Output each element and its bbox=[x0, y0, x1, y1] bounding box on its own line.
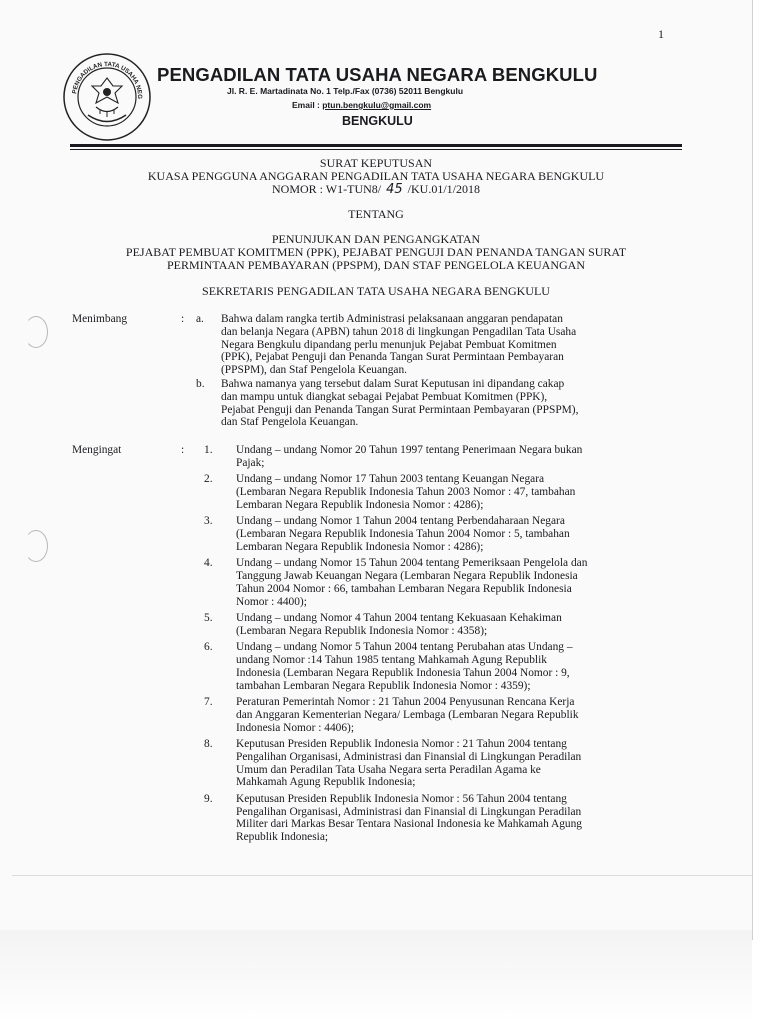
doc-number-handwritten: 45 bbox=[386, 182, 403, 197]
list-item-line: Undang – undang Nomor 4 Tahun 2004 tentang Kekuasaan Kehakiman bbox=[236, 612, 562, 624]
mengingat-colon: : bbox=[181, 444, 185, 456]
list-item-line: (PPSPM), dan Staf Pengelola Keuangan. bbox=[221, 364, 408, 377]
list-item-marker: 1. bbox=[204, 444, 213, 456]
list-item-marker: 5. bbox=[204, 612, 213, 624]
list-item-line: Umum dan Peradilan Tata Usaha Negara serta Peradilan Agama ke bbox=[236, 763, 541, 776]
list-item-line: tambahan Lembaran Negara Republik Indonesia Nomor : 4359); bbox=[236, 679, 531, 692]
list-item-line: (PPK), Pejabat Penguji dan Penanda Tangan Surat Permintaan Pembayaran bbox=[221, 351, 564, 364]
list-item-line: (Lembaran Negara Republik Indonesia Tahun 2004 Nomor : 5, tambahan bbox=[236, 528, 570, 540]
punch-hole bbox=[24, 316, 48, 348]
list-item-line: Nomor : 4400); bbox=[236, 595, 307, 608]
list-item-line: Mahkamah Agung Republik Indonesia; bbox=[236, 776, 416, 789]
list-item-marker: 8. bbox=[204, 738, 213, 750]
list-item-line: Tanggung Jawab Keuangan Negara (Lembaran Negara Republik Indonesia bbox=[236, 570, 578, 582]
court-email-line bbox=[292, 100, 431, 110]
page-number: 1 bbox=[658, 27, 664, 41]
court-seal-logo bbox=[62, 52, 152, 142]
list-item-line: Undang – undang Nomor 17 Tahun 2003 tentang Keuangan Negara bbox=[236, 473, 545, 486]
list-item-marker: b. bbox=[196, 378, 205, 390]
list-item-line: dan mampu untuk diangkat sebagai Pejabat Pembuat Komitmen (PPK), bbox=[221, 390, 548, 403]
list-item-line: Republik Indonesia; bbox=[236, 831, 329, 844]
list-item-line: Militer dari Markas Besar Tentara Nasional Indonesia ke Mahkamah Agung bbox=[236, 818, 582, 831]
list-item-line: Pengalihan Organisasi, Administrasi dan Finansial di Lingkungan Peradilan bbox=[236, 805, 582, 818]
list-item-marker: 2. bbox=[204, 473, 213, 486]
list-item-line: Lembaran Negara Republik Indonesia Nomor : 4286); bbox=[236, 498, 484, 511]
scan-fold-line bbox=[12, 875, 752, 876]
doc-subject-line-1: PENUNJUKAN DAN PENGANGKATAN bbox=[271, 232, 481, 246]
list-item-marker: 3. bbox=[204, 515, 213, 528]
list-item-line: (Lembaran Negara Republik Indonesia Nomor : 4358); bbox=[236, 624, 488, 637]
menimbang-colon: : bbox=[181, 313, 185, 325]
list-item-line: Undang – undang Nomor 1 Tahun 2004 tentang Perbendaharaan Negara bbox=[236, 515, 565, 528]
list-item-line: Peraturan Pemerintah Nomor : 21 Tahun 2004 Penyusunan Rencana Kerja bbox=[236, 696, 575, 708]
list-item-line: Undang – undang Nomor 20 Tahun 1997 tentang Penerimaan Negara bukan bbox=[236, 444, 583, 456]
svg-text:PENGADILAN TATA USAHA NEGARA B bbox=[62, 52, 143, 99]
list-item-line: Indonesia (Lembaran Negara Republik Indonesia Tahun 2004 Nomor : 9, bbox=[236, 666, 570, 679]
list-item-line: Lembaran Negara Republik Indonesia Nomor : 4286); bbox=[236, 540, 484, 553]
court-address: Jl. R. E. Martadinata No. 1 Telp./Fax (0736) 52011 Bengkulu bbox=[227, 86, 464, 96]
list-item-line: Indonesia Nomor : 4406); bbox=[236, 721, 354, 734]
list-item-marker: 6. bbox=[204, 641, 213, 654]
list-item-line: Tahun 2004 Nomor : 66, tambahan Lembaran Negara Republik Indonesia bbox=[236, 582, 572, 595]
doc-subject-line-3: PERMINTAAN PEMBAYARAN (PPSPM), DAN STAF PENGELOLA KEUANGAN bbox=[166, 258, 585, 272]
list-item-line: Bahwa dalam rangka tertib Administrasi pelaksanaan anggaran pendapatan bbox=[221, 313, 563, 325]
letterhead-divider-thick bbox=[70, 144, 682, 147]
seal-text: PENGADILAN TATA USAHA NEG bbox=[71, 60, 144, 100]
letterhead-divider-thin bbox=[70, 149, 682, 150]
list-item-line: (Lembaran Negara Republik Indonesia Tahun 2003 Nomor : 47, tambahan bbox=[236, 486, 576, 498]
list-item-marker: 9. bbox=[204, 792, 213, 805]
email-label: Email : bbox=[292, 100, 323, 110]
page-edge bbox=[752, 0, 753, 940]
list-item-line: Keputusan Presiden Republik Indonesia Nomor : 21 Tahun 2004 tentang bbox=[236, 738, 567, 750]
list-item-line: Keputusan Presiden Republik Indonesia Nomor : 56 Tahun 2004 tentang bbox=[236, 792, 567, 805]
seal-emblem-icon bbox=[88, 78, 126, 122]
doc-type: SURAT KEPUTUSAN bbox=[319, 156, 433, 170]
list-item-line: Undang – undang Nomor 15 Tahun 2004 tentang Pemeriksaan Pengelola dan bbox=[236, 557, 588, 570]
list-item-line: Pengalihan Organisasi, Administrasi dan Finansial di Lingkungan Peradilan bbox=[236, 750, 582, 763]
doc-issuer: KUASA PENGGUNA ANGGARAN PENGADILAN TATA USAHA NEGARA BENGKULU bbox=[147, 169, 605, 183]
doc-number bbox=[60, 183, 692, 196]
list-item-line: Negara Bengkulu dipandang perlu menunjuk Pejabat Pembuat Komitmen bbox=[221, 338, 557, 351]
list-item-marker: 4. bbox=[204, 557, 213, 570]
doc-signatory: SEKRETARIS PENGADILAN TATA USAHA NEGARA BENGKULU bbox=[202, 284, 550, 298]
doc-number-prefix: NOMOR : W1-TUN8/ bbox=[272, 182, 382, 196]
email-address: ptun.bengkulu@gmail.com bbox=[322, 100, 432, 110]
doc-about: TENTANG bbox=[348, 207, 404, 221]
court-name: PENGADILAN TATA USAHA NEGARA BENGKULU bbox=[157, 64, 598, 85]
doc-subject-line-2: PEJABAT PEMBUAT KOMITMEN (PPK), PEJABAT PENGUJI DAN PENANDA TANGAN SURAT bbox=[125, 245, 627, 259]
list-item-marker: a. bbox=[196, 313, 204, 325]
doc-number-suffix: /KU.01/1/2018 bbox=[407, 182, 480, 196]
mengingat-label: Mengingat bbox=[72, 444, 122, 456]
court-city: BENGKULU bbox=[342, 114, 413, 128]
punch-hole bbox=[24, 530, 48, 562]
menimbang-label: Menimbang bbox=[72, 313, 128, 325]
list-item-line: Bahwa namanya yang tersebut dalam Surat Keputusan ini dipandang cakap bbox=[221, 378, 565, 390]
list-item-line: Undang – undang Nomor 5 Tahun 2004 tentang Perubahan atas Undang – bbox=[236, 641, 573, 654]
list-item-line: undang Nomor :14 Tahun 1985 tentang Mahkamah Agung Republik bbox=[236, 654, 547, 666]
scan-margin bbox=[0, 930, 752, 1024]
list-item-line: dan Staf Pengelola Keuangan. bbox=[221, 416, 359, 429]
list-item-line: dan belanja Negara (APBN) tahun 2018 di lingkungan Pengadilan Tata Usaha bbox=[221, 325, 577, 338]
list-item-line: Pejabat Penguji dan Penanda Tangan Surat Permintaan Pembayaran (PPSPM), bbox=[221, 403, 579, 416]
list-item-line: dan Anggaran Kementerian Negara/ Lembaga (Lembaran Negara Republik bbox=[236, 708, 579, 721]
list-item-marker: 7. bbox=[204, 696, 213, 708]
list-item-line: Pajak; bbox=[236, 456, 265, 469]
